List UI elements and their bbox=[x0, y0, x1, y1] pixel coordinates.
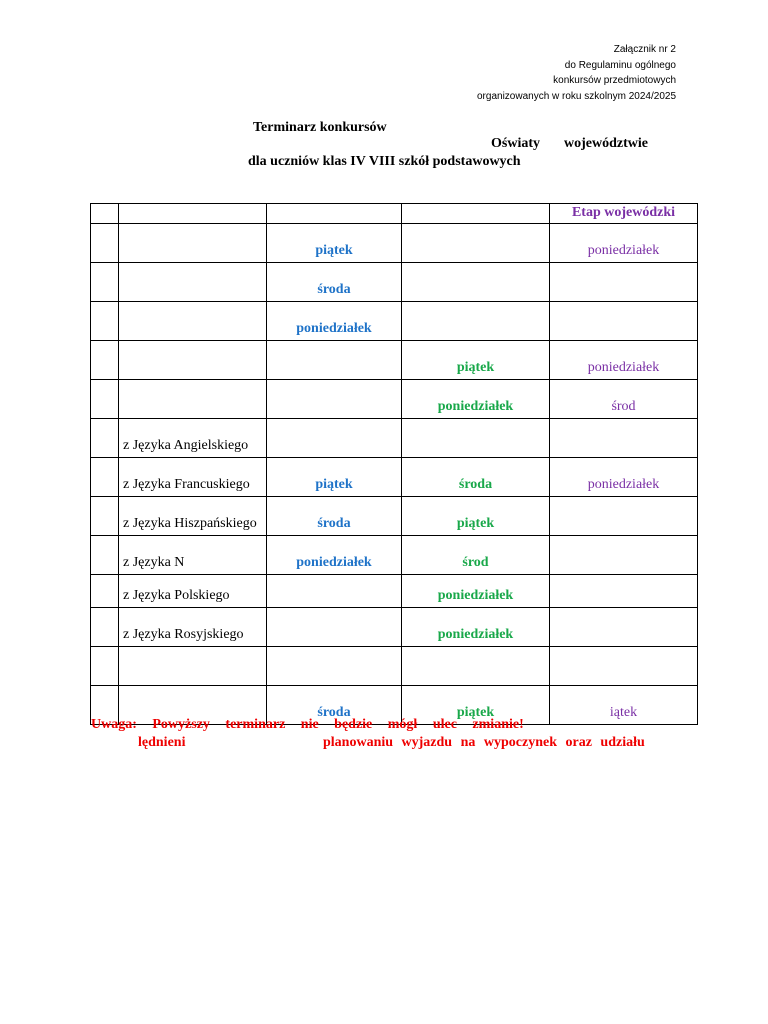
voivodeship-stage-cell bbox=[550, 536, 698, 575]
district-stage-cell bbox=[402, 302, 550, 341]
row-number bbox=[91, 302, 119, 341]
row-number bbox=[91, 608, 119, 647]
school-stage-cell: poniedziałek bbox=[267, 302, 402, 341]
school-stage-cell: środa bbox=[267, 497, 402, 536]
district-stage-cell: środa bbox=[402, 458, 550, 497]
subject-cell bbox=[119, 380, 267, 419]
row-number bbox=[91, 536, 119, 575]
table-row bbox=[91, 575, 698, 608]
warning-note: Uwaga: Powyższy terminarz nie będzie mógł ulec zmianie! bbox=[91, 717, 524, 732]
district-stage-cell: poniedziałek bbox=[402, 608, 550, 647]
district-stage-cell bbox=[402, 419, 550, 458]
row-number bbox=[91, 575, 119, 608]
subject-cell: z Języka Francuskiego bbox=[119, 458, 267, 497]
voivodeship-stage-cell bbox=[550, 263, 698, 302]
school-stage-cell bbox=[267, 575, 402, 608]
school-stage-cell: środa bbox=[267, 263, 402, 302]
attachment-competitions: konkursów przedmiotowych bbox=[553, 75, 676, 86]
voivodeship-stage-cell bbox=[550, 497, 698, 536]
voivodeship-stage-cell bbox=[550, 302, 698, 341]
warning-note-line2-part2: planowaniu wyjazdu na wypoczynek oraz udziału bbox=[323, 735, 645, 750]
header-cell-voivodeship-stage: Etap wojewódzki bbox=[550, 204, 698, 224]
school-stage-cell: piątek bbox=[267, 224, 402, 263]
subject-cell bbox=[119, 302, 267, 341]
voivodeship-stage-cell: poniedziałek bbox=[550, 224, 698, 263]
table-row bbox=[91, 302, 698, 341]
table-row bbox=[91, 263, 698, 302]
district-stage-cell: piątek bbox=[402, 497, 550, 536]
district-stage-cell: piątek bbox=[402, 341, 550, 380]
attachment-number: Załącznik nr 2 bbox=[613, 44, 676, 55]
school-stage-cell bbox=[267, 341, 402, 380]
voivodeship-stage-cell bbox=[550, 575, 698, 608]
voivodeship-stage-cell: poniedziałek bbox=[550, 341, 698, 380]
attachment-school-year: organizowanych w roku szkolnym 2024/2025 bbox=[477, 90, 676, 102]
voivodeship-stage-cell: poniedziałek bbox=[550, 458, 698, 497]
district-stage-cell bbox=[402, 647, 550, 686]
school-stage-cell bbox=[267, 380, 402, 419]
row-number bbox=[91, 419, 119, 458]
row-number bbox=[91, 497, 119, 536]
title-line2-part2: województwie bbox=[564, 136, 648, 151]
document-title: Terminarz konkursów bbox=[253, 120, 387, 135]
school-stage-cell bbox=[267, 419, 402, 458]
subject-cell: z Języka Angielskiego bbox=[119, 419, 267, 458]
attachment-header bbox=[477, 42, 676, 104]
subject-cell bbox=[119, 224, 267, 263]
school-stage-cell: środa bbox=[267, 686, 402, 725]
district-stage-cell bbox=[402, 263, 550, 302]
table-row bbox=[91, 341, 698, 380]
school-stage-cell: piątek bbox=[267, 458, 402, 497]
schedule-table bbox=[90, 203, 698, 725]
school-stage-cell bbox=[267, 608, 402, 647]
warning-note-line2-part1: lędnieni bbox=[138, 735, 186, 750]
table-row bbox=[91, 224, 698, 263]
table-row bbox=[91, 647, 698, 686]
table-row bbox=[91, 419, 698, 458]
voivodeship-stage-cell: iątek bbox=[550, 686, 698, 725]
row-number bbox=[91, 380, 119, 419]
subject-cell bbox=[119, 647, 267, 686]
subject-cell: z Języka N bbox=[119, 536, 267, 575]
subject-cell: z Języka Rosyjskiego bbox=[119, 608, 267, 647]
row-number bbox=[91, 341, 119, 380]
voivodeship-stage-cell bbox=[550, 419, 698, 458]
district-stage-cell: poniedziałek bbox=[402, 380, 550, 419]
table-row bbox=[91, 497, 698, 536]
header-cell-subject bbox=[119, 204, 267, 224]
district-stage-cell bbox=[402, 224, 550, 263]
row-number bbox=[91, 647, 119, 686]
header-cell-district-stage bbox=[402, 204, 550, 224]
title-line2-part1: Oświaty bbox=[491, 136, 540, 151]
voivodeship-stage-cell bbox=[550, 647, 698, 686]
table-row bbox=[91, 380, 698, 419]
subject-cell: z Języka Hiszpańskiego bbox=[119, 497, 267, 536]
header-cell-school-stage bbox=[267, 204, 402, 224]
row-number bbox=[91, 263, 119, 302]
attachment-regulation: do Regulaminu ogólnego bbox=[564, 59, 676, 71]
table-row bbox=[91, 458, 698, 497]
row-number bbox=[91, 224, 119, 263]
school-stage-cell bbox=[267, 647, 402, 686]
district-stage-cell: środ bbox=[402, 536, 550, 575]
table-row bbox=[91, 536, 698, 575]
header-cell-number bbox=[91, 204, 119, 224]
table-header-row bbox=[91, 204, 698, 224]
title-line3: dla uczniów klas IV VIII szkół podstawowych bbox=[248, 154, 521, 169]
table-row bbox=[91, 608, 698, 647]
voivodeship-stage-cell bbox=[550, 608, 698, 647]
subject-cell bbox=[119, 263, 267, 302]
district-stage-cell: piątek bbox=[402, 686, 550, 725]
row-number bbox=[91, 458, 119, 497]
subject-cell bbox=[119, 341, 267, 380]
district-stage-cell: poniedziałek bbox=[402, 575, 550, 608]
school-stage-cell: poniedziałek bbox=[267, 536, 402, 575]
voivodeship-stage-cell: środ bbox=[550, 380, 698, 419]
subject-cell: z Języka Polskiego bbox=[119, 575, 267, 608]
